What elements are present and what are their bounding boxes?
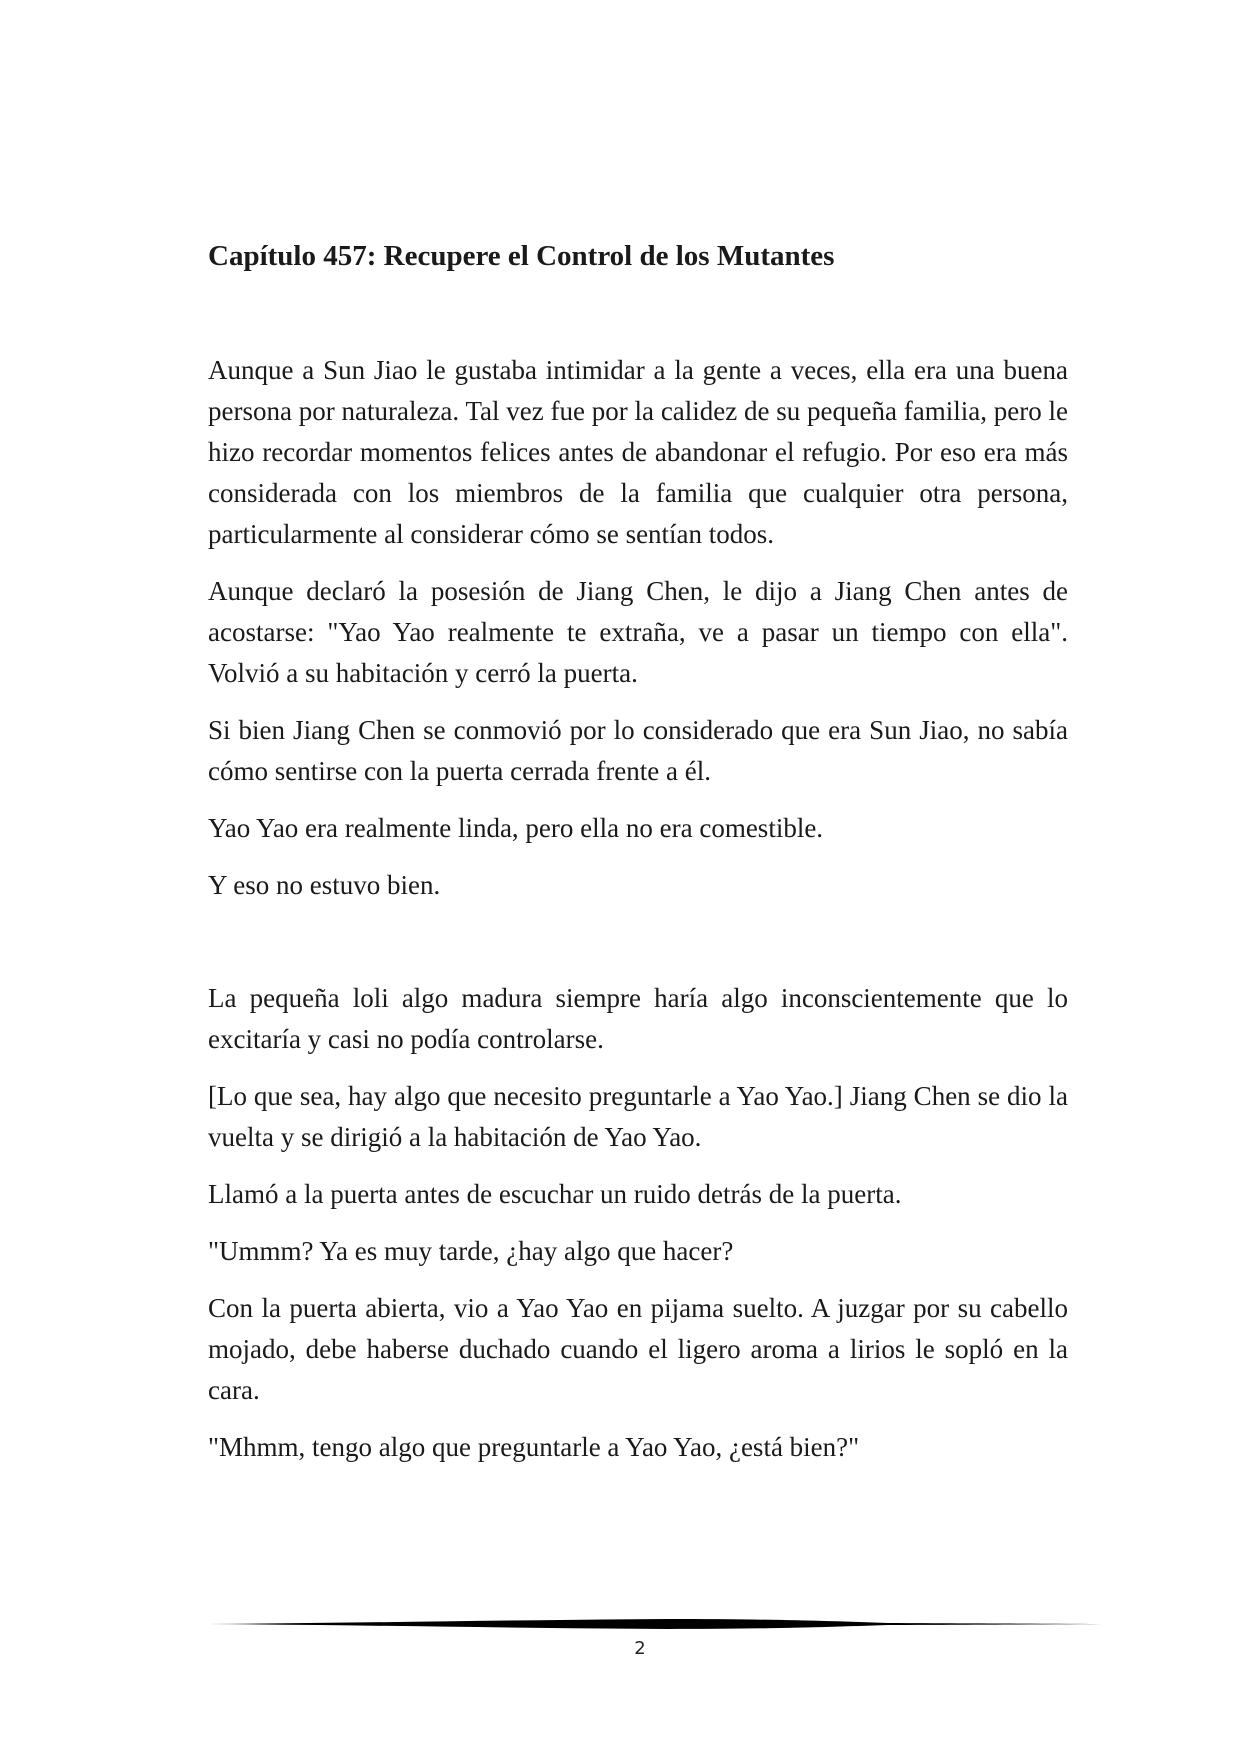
page-number: 2 <box>634 1638 646 1659</box>
paragraph: "Ummm? Ya es muy tarde, ¿hay algo que hacer? <box>208 1236 734 1266</box>
paragraph: "Mhmm, tengo algo que preguntarle a Yao Yao, ¿está bien?" <box>208 1432 860 1462</box>
paragraph: Yao Yao era realmente linda, pero ella no era comestible. <box>208 813 824 843</box>
body-text <box>208 350 1068 1484</box>
paragraph: Si bien Jiang Chen se conmovió por lo considerado que era Sun Jiao, no sabía cómo sentirse con la puerta cerrada frente a él. <box>208 715 1068 786</box>
chapter-title: Capítulo 457: Recupere el Control de los Mutantes <box>208 240 835 272</box>
scene-break-spacer <box>208 922 1068 978</box>
paragraph: [Lo que sea, hay algo que necesito preguntarle a Yao Yao.] Jiang Chen se dio la vuelta y se dirigió a la habitación de Yao Yao. <box>208 1081 1068 1152</box>
paragraph: Con la puerta abierta, vio a Yao Yao en pijama suelto. A juzgar por su cabello mojado, debe haberse duchado cuando el ligero aroma a lirios le sopló en la cara. <box>208 1293 1068 1405</box>
footer-divider-rule <box>208 1617 1113 1631</box>
paragraph: La pequeña loli algo madura siempre haría algo inconscientemente que lo excitaría y casi no podía controlarse. <box>208 983 1068 1054</box>
paragraph: Llamó a la puerta antes de escuchar un ruido detrás de la puerta. <box>208 1179 902 1209</box>
paragraph: Y eso no estuvo bien. <box>208 870 441 900</box>
paragraph: Aunque a Sun Jiao le gustaba intimidar a la gente a veces, ella era una buena persona por naturaleza. Tal vez fue por la calidez de su pequeña familia, pero le hizo recordar momentos felices antes de abandonar el refugio. Por eso era más considerada con los miembros de la familia que cualquier otra persona, particularmente al considerar cómo se sentían todos. <box>208 355 1068 549</box>
paragraph: Aunque declaró la posesión de Jiang Chen, le dijo a Jiang Chen antes de acostarse: "Yao Yao realmente te extraña, ve a pasar un tiempo con ella". Volvió a su habitación y cerró la puerta. <box>208 576 1068 688</box>
